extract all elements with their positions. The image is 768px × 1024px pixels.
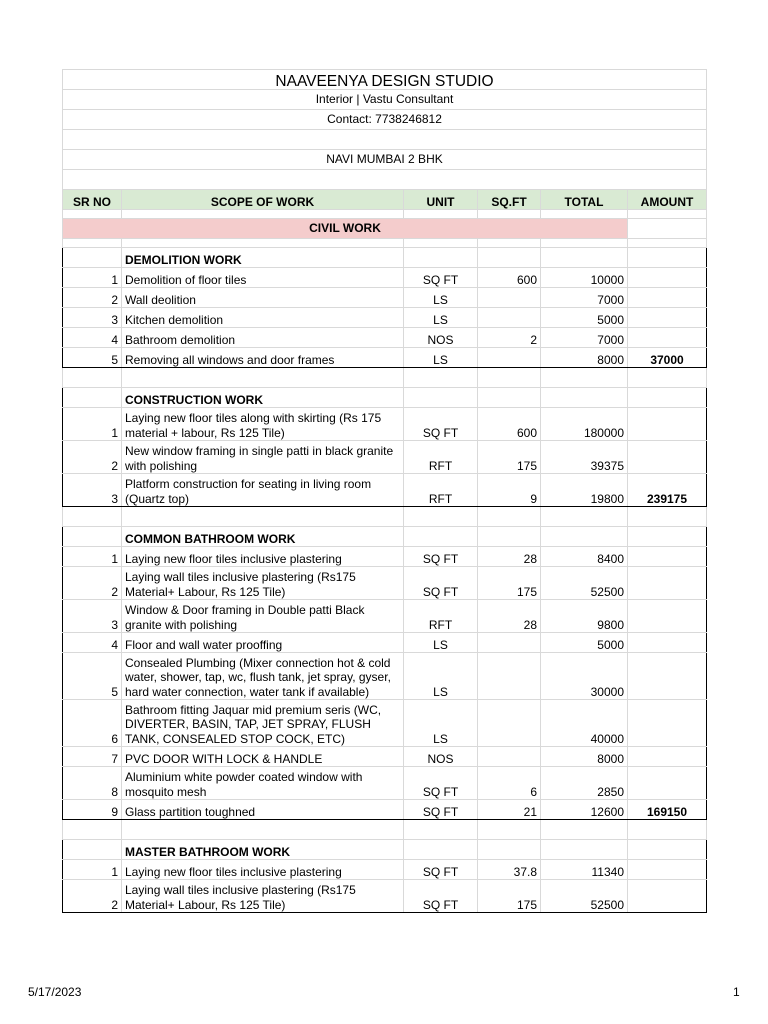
row-total: 7000 — [541, 328, 628, 348]
row-sqft — [478, 348, 541, 368]
table-row — [63, 767, 707, 800]
col-header-scope: SCOPE OF WORK — [122, 190, 404, 210]
table-row — [63, 653, 707, 700]
row-sqft: 21 — [478, 800, 541, 820]
row-total: 12600 — [541, 800, 628, 820]
row-sr-no: 5 — [63, 348, 122, 368]
row-sr-no: 2 — [63, 441, 122, 474]
row-sqft — [478, 747, 541, 767]
row-sqft — [478, 633, 541, 653]
row-sr-no: 3 — [63, 308, 122, 328]
row-description: Laying wall tiles inclusive plastering (Rs175 Material+ Labour, Rs 125 Tile) — [122, 880, 404, 913]
row-sqft: 2 — [478, 328, 541, 348]
col-header-sqft: SQ.FT — [478, 190, 541, 210]
row-description: Consealed Plumbing (Mixer connection hot & cold water, shower, tap, wc, flush tank, jet spray, gyser, hard water connection, water tank if available) — [122, 653, 404, 700]
work-sections — [63, 248, 707, 913]
section-amount: 239175 — [628, 474, 707, 507]
section-title-row — [63, 840, 707, 860]
table-row — [63, 600, 707, 633]
column-header-row — [63, 190, 707, 210]
row-description: Laying new floor tiles inclusive plastering — [122, 547, 404, 567]
section-title: COMMON BATHROOM WORK — [122, 527, 404, 547]
row-unit: LS — [404, 633, 478, 653]
row-description: New window framing in single patti in black granite with polishing — [122, 441, 404, 474]
estimate-sheet — [62, 69, 707, 913]
row-sr-no: 1 — [63, 408, 122, 441]
table-row — [63, 700, 707, 747]
table-row — [63, 880, 707, 913]
section-title: CONSTRUCTION WORK — [122, 388, 404, 408]
row-description: Demolition of floor tiles — [122, 268, 404, 288]
row-sr-no: 5 — [63, 653, 122, 700]
row-unit: SQ FT — [404, 860, 478, 880]
table-row — [63, 348, 707, 368]
row-sr-no: 7 — [63, 747, 122, 767]
row-total: 8000 — [541, 747, 628, 767]
section-title-row — [63, 248, 707, 268]
section-amount: 37000 — [628, 348, 707, 368]
row-total: 5000 — [541, 308, 628, 328]
row-unit: SQ FT — [404, 408, 478, 441]
row-sqft: 175 — [478, 567, 541, 600]
table-row — [63, 474, 707, 507]
row-sqft — [478, 700, 541, 747]
row-total: 8000 — [541, 348, 628, 368]
row-description: Laying new floor tiles along with skirting (Rs 175 material + labour, Rs 125 Tile) — [122, 408, 404, 441]
company-contact: Contact: 7738246812 — [63, 110, 707, 130]
row-sr-no: 2 — [63, 567, 122, 600]
row-unit: LS — [404, 308, 478, 328]
row-sqft: 37.8 — [478, 860, 541, 880]
section-title: MASTER BATHROOM WORK — [122, 840, 404, 860]
table-row — [63, 268, 707, 288]
table-row — [63, 547, 707, 567]
row-total: 7000 — [541, 288, 628, 308]
row-description: Floor and wall water prooffing — [122, 633, 404, 653]
row-sr-no: 1 — [63, 268, 122, 288]
row-unit: SQ FT — [404, 800, 478, 820]
row-total: 19800 — [541, 474, 628, 507]
row-sqft — [478, 288, 541, 308]
row-description: Glass partition toughned — [122, 800, 404, 820]
table-row — [63, 408, 707, 441]
row-unit: SQ FT — [404, 547, 478, 567]
row-sr-no: 8 — [63, 767, 122, 800]
row-total: 39375 — [541, 441, 628, 474]
row-description: Wall deolition — [122, 288, 404, 308]
row-sr-no: 1 — [63, 860, 122, 880]
table-row — [63, 567, 707, 600]
row-total: 40000 — [541, 700, 628, 747]
row-description: Window & Door framing in Double patti Black granite with polishing — [122, 600, 404, 633]
row-description: Kitchen demolition — [122, 308, 404, 328]
table-row — [63, 800, 707, 820]
row-total: 30000 — [541, 653, 628, 700]
row-unit: RFT — [404, 600, 478, 633]
row-sqft — [478, 653, 541, 700]
row-total: 8400 — [541, 547, 628, 567]
row-total: 9800 — [541, 600, 628, 633]
row-sqft: 175 — [478, 880, 541, 913]
row-unit: RFT — [404, 441, 478, 474]
table-row — [63, 308, 707, 328]
table-row — [63, 633, 707, 653]
company-tagline: Interior | Vastu Consultant — [63, 90, 707, 110]
row-description: PVC DOOR WITH LOCK & HANDLE — [122, 747, 404, 767]
table-row — [63, 288, 707, 308]
row-total: 10000 — [541, 268, 628, 288]
row-description: Aluminium white powder coated window with mosquito mesh — [122, 767, 404, 800]
row-unit: NOS — [404, 328, 478, 348]
row-sqft: 600 — [478, 408, 541, 441]
section-title: DEMOLITION WORK — [122, 248, 404, 268]
row-total: 2850 — [541, 767, 628, 800]
row-sr-no: 3 — [63, 474, 122, 507]
table-row — [63, 328, 707, 348]
col-header-unit: UNIT — [404, 190, 478, 210]
row-sr-no: 6 — [63, 700, 122, 747]
row-unit: RFT — [404, 474, 478, 507]
row-sqft: 28 — [478, 600, 541, 633]
row-total: 5000 — [541, 633, 628, 653]
section-title-row — [63, 388, 707, 408]
row-total: 180000 — [541, 408, 628, 441]
row-sqft: 175 — [478, 441, 541, 474]
row-unit: LS — [404, 288, 478, 308]
row-unit: LS — [404, 348, 478, 368]
row-total: 11340 — [541, 860, 628, 880]
row-sr-no: 1 — [63, 547, 122, 567]
row-unit: LS — [404, 653, 478, 700]
row-sr-no: 3 — [63, 600, 122, 633]
row-description: Bathroom fitting Jaquar mid premium seris (WC, DIVERTER, BASIN, TAP, JET SPRAY, FLUSH TANK, CONSEALED STOP COCK, ETC) — [122, 700, 404, 747]
row-unit: SQ FT — [404, 767, 478, 800]
row-unit: LS — [404, 700, 478, 747]
row-sqft: 9 — [478, 474, 541, 507]
table-row — [63, 441, 707, 474]
row-sr-no: 2 — [63, 880, 122, 913]
row-sr-no: 4 — [63, 328, 122, 348]
row-unit: SQ FT — [404, 567, 478, 600]
row-sqft — [478, 308, 541, 328]
table-row — [63, 747, 707, 767]
print-date: 5/17/2023 — [28, 985, 82, 999]
row-description: Laying wall tiles inclusive plastering (Rs175 Material+ Labour, Rs 125 Tile) — [122, 567, 404, 600]
row-unit: NOS — [404, 747, 478, 767]
row-sqft: 600 — [478, 268, 541, 288]
row-total: 52500 — [541, 567, 628, 600]
project-title: NAVI MUMBAI 2 BHK — [63, 150, 707, 170]
row-description: Platform construction for seating in living room (Quartz top) — [122, 474, 404, 507]
col-header-amount: AMOUNT — [628, 190, 707, 210]
col-header-total: TOTAL — [541, 190, 628, 210]
row-unit: SQ FT — [404, 268, 478, 288]
row-sr-no: 9 — [63, 800, 122, 820]
row-description: Bathroom demolition — [122, 328, 404, 348]
page-number: 1 — [733, 985, 740, 999]
row-sqft: 28 — [478, 547, 541, 567]
row-description: Laying new floor tiles inclusive plastering — [122, 860, 404, 880]
col-header-sr-no: SR NO — [63, 190, 122, 210]
row-sqft: 6 — [478, 767, 541, 800]
civil-work-banner: CIVIL WORK — [63, 219, 628, 239]
company-name: NAAVEENYA DESIGN STUDIO — [63, 70, 707, 90]
table-row — [63, 860, 707, 880]
row-sr-no: 2 — [63, 288, 122, 308]
row-total: 52500 — [541, 880, 628, 913]
row-sr-no: 4 — [63, 633, 122, 653]
row-description: Removing all windows and door frames — [122, 348, 404, 368]
section-title-row — [63, 527, 707, 547]
row-unit: SQ FT — [404, 880, 478, 913]
section-amount: 169150 — [628, 800, 707, 820]
